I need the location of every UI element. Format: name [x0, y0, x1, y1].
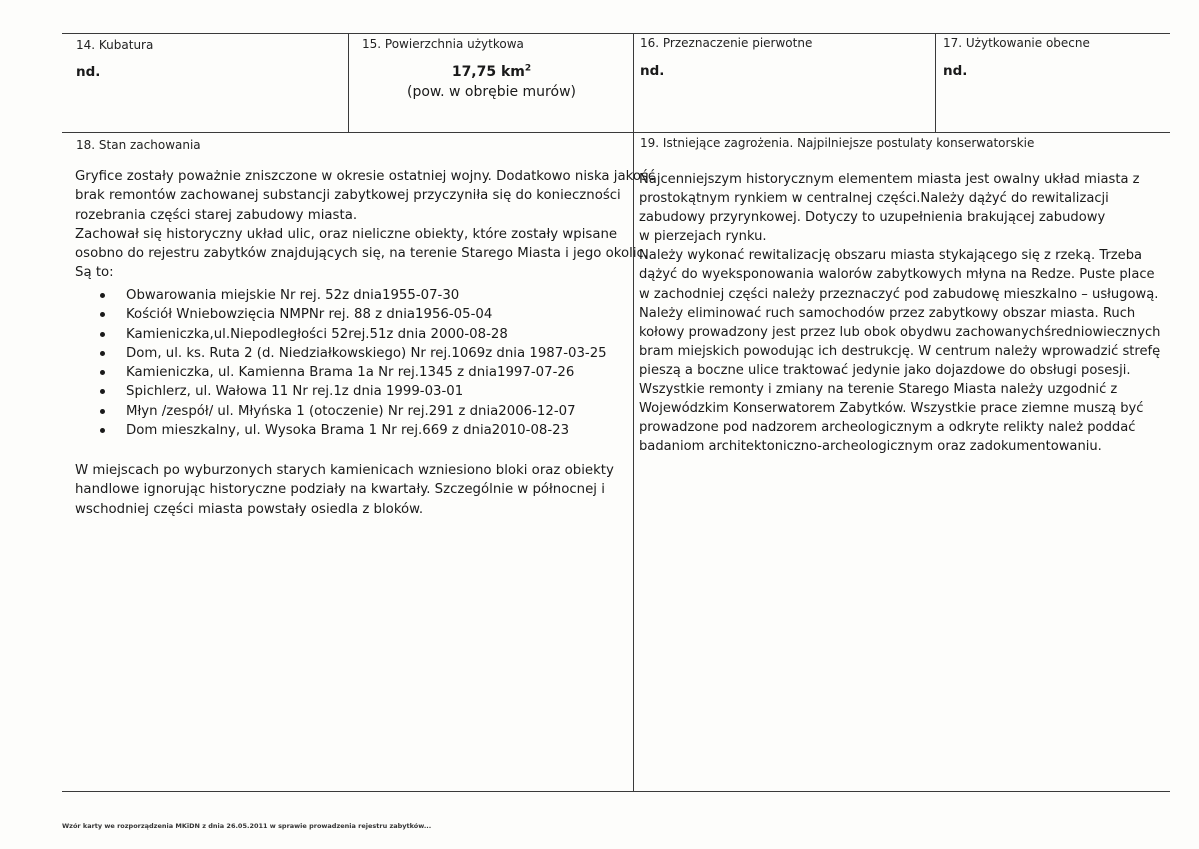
cell-18-label: 18. Stan zachowania: [76, 138, 201, 152]
text-line: osobno do rejestru zabytków znajdujących się, na terenie Starego Miasta i jego okolic.: [75, 246, 649, 262]
text-line: Wszystkie remonty i zmiany na terenie Starego Miasta należy uzgodnić z: [639, 382, 1118, 398]
text-line: W miejscach po wyburzonych starych kamienicach wzniesiono bloki oraz obiekty: [75, 463, 614, 478]
text-line: Zachował się historyczny układ ulic, oraz nieliczne obiekty, które zostały wpisane: [75, 226, 618, 242]
cell-15-label: 15. Powierzchnia użytkowa: [362, 37, 524, 51]
list-item: Obwarowania miejskie Nr rej. 52z dnia1955-07-30: [100, 286, 607, 305]
text-line: brak remontów zachowanej substancji zabytkowej przyczyniła się do konieczności: [75, 188, 621, 204]
usable-area-value: [349, 62, 634, 82]
list-item: Kamieniczka,ul.Niepodległości 52rej.51z dnia 2000-08-28: [100, 325, 607, 344]
top-border-line: [62, 33, 1170, 34]
cell-16-label: 16. Przeznaczenie pierwotne: [640, 36, 813, 50]
cell-16-value: nd.: [640, 63, 665, 79]
usable-area-note: (pow. w obrębie murów): [407, 84, 576, 100]
cell-19-label: 19. Istniejące zagrożenia. Najpilniejsze postulaty konserwatorskie: [640, 136, 1035, 150]
row-divider-line: [62, 132, 1170, 133]
text-line: rozebrania części starej zabudowy miasta.: [75, 207, 358, 223]
cell-15-value: [349, 62, 634, 102]
text-line: wschodniej części miasta powstały osiedla z bloków.: [75, 501, 424, 517]
preservation-state-text: [75, 167, 655, 283]
text-line: Najcenniejszym historycznym elementem miasta jest owalny układ miasta z: [639, 172, 1140, 187]
usable-area-number: 17,75 km: [451, 64, 525, 80]
text-line: Należy eliminować ruch samochodów przez zabytkowy obszar miasta. Ruch: [639, 305, 1136, 321]
column-divider-center: [633, 33, 634, 791]
text-line: handlowe ignorując historyczne podziały na kwartały. Szczególnie w północnej i: [75, 482, 605, 498]
text-line: zabudowy przyrynkowej. Dotyczy to uzupełnienia brakującej zabudowy: [639, 210, 1106, 226]
usable-area-unit-exponent: 2: [524, 63, 532, 74]
text-line: bram miejskich powodując ich destrukcję. W centrum należy wprowadzić strefę: [639, 343, 1161, 359]
text-line: pieszą a boczne ulice traktować jedynie jako dojazdowe do obsługi posesji.: [639, 362, 1131, 378]
threats-postulates-text: [639, 170, 1160, 456]
footer-note: Wzór karty we rozporządzenia MKiDN z dnia 26.05.2011 w sprawie prowadzenia rejestru zabytków...: [62, 822, 432, 830]
list-item: Kościół Wniebowzięcia NMPNr rej. 88 z dnia1956-05-04: [100, 305, 607, 324]
text-line: prowadzone pod nadzorem archeologicznym a odkryte relikty należ poddać: [639, 420, 1136, 436]
text-line: prostokątnym rynkiem w centralnej części.Należy dążyć do rewitalizacji: [639, 191, 1109, 207]
cell-17-label: 17. Użytkowanie obecne: [943, 36, 1090, 50]
bottom-border-line: [62, 791, 1170, 792]
text-line: kołowy prowadzony jest przez lub obok obydwu zachowanychśredniowiecznych: [639, 324, 1161, 340]
text-line: Są to:: [75, 265, 114, 281]
text-line: Gryfice zostały poważnie zniszczone w okresie ostatniej wojny. Dodatkowo niska jakość: [75, 169, 656, 184]
text-line: Wojewódzkim Konserwatorem Zabytków. Wszystkie prace ziemne muszą być: [639, 401, 1144, 417]
text-line: badaniom architektoniczno-archeologicznym oraz zadokumentowaniu.: [639, 439, 1102, 455]
text-line: w pierzejach rynku.: [639, 229, 767, 245]
list-item: Dom mieszkalny, ul. Wysoka Brama 1 Nr rej.669 z dnia2010-08-23: [100, 421, 607, 440]
list-item: Młyn /zespół/ ul. Młyńska 1 (otoczenie) Nr rej.291 z dnia2006-12-07: [100, 402, 607, 421]
preservation-closing-text: [75, 461, 614, 519]
cell-14-value: nd.: [76, 64, 101, 80]
text-line: w zachodniej części należy przeznaczyć pod zabudowę mieszkalno – usługową.: [639, 286, 1159, 302]
list-item: Spichlerz, ul. Wałowa 11 Nr rej.1z dnia 1999-03-01: [100, 382, 607, 401]
column-divider-17: [935, 33, 936, 132]
registered-monuments-list: [100, 286, 607, 440]
cell-14-label: 14. Kubatura: [76, 38, 154, 52]
text-line: dążyć do wyeksponowania walorów zabytkowych młyna na Redze. Puste place: [639, 267, 1155, 283]
list-item: Kamieniczka, ul. Kamienna Brama 1a Nr rej.1345 z dnia1997-07-26: [100, 363, 607, 382]
cell-17-value: nd.: [943, 63, 968, 79]
text-line: Należy wykonać rewitalizację obszaru miasta stykającego się z rzeką. Trzeba: [639, 248, 1143, 264]
list-item: Dom, ul. ks. Ruta 2 (d. Niedziałkowskiego) Nr rej.1069z dnia 1987-03-25: [100, 344, 607, 363]
